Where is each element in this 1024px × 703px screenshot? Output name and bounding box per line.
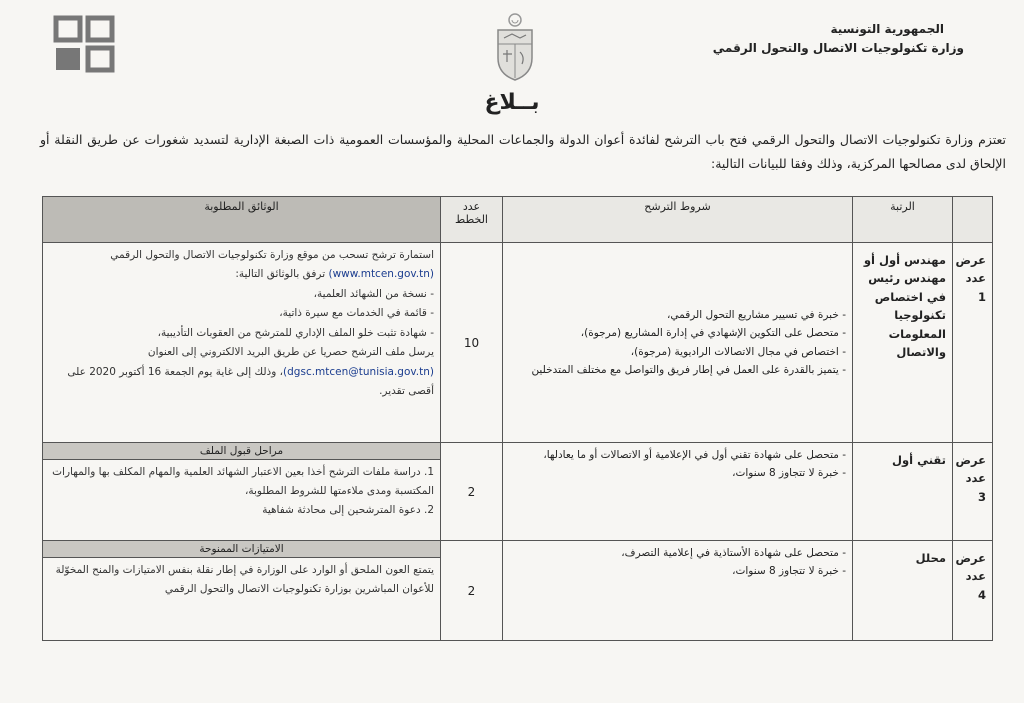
condition-item: - اختصاص في مجال الاتصالات الراديوية (مرجوة)، bbox=[509, 343, 846, 361]
tunisia-coat-of-arms-icon bbox=[492, 12, 538, 82]
table-row bbox=[43, 243, 993, 443]
table-row bbox=[43, 541, 993, 641]
offer-cell: عرض عدد 4 bbox=[953, 541, 993, 641]
stage-step: 2. دعوة المترشحين إلى محادثة شفاهية bbox=[262, 503, 434, 516]
ministry-website-link[interactable]: (www.mtcen.gov.tn) bbox=[328, 268, 434, 281]
stage-step: 1. دراسة ملفات الترشح أخذا بعين الاعتبار الشهائد العلمية والمهام المكلف بها والمهارات المكتسبة ومدى ملاءمتها للشروط المطلوبة، bbox=[52, 466, 434, 497]
intro-paragraph: تعتزم وزارة تكنولوجيات الاتصال والتحول الرقمي فتح باب الترشح لفائدة أعوان الدولة والجماعات المحلية والمؤسسات العمومية ذات الصبغة الإدارية لتسديد شغورات عن طريق النقلة أو الإلحاق لدى مصالحها المركزية، وذلك وفقا للبيانات التالية: bbox=[40, 132, 1006, 171]
rank-cell: محلل bbox=[853, 541, 953, 641]
privileges-text: يتمتع العون الملحق أو الوارد على الوزارة في إطار نقلة بنفس الامتيازات والمنح المخوّلة للأعوان المباشرين بوزارة تكنولوجيات الاتصال والتحول الرقمي bbox=[55, 564, 434, 595]
privileges-title: الامتيازات الممنوحة bbox=[43, 541, 440, 558]
documents-cell bbox=[43, 243, 441, 443]
condition-item: - يتميز بالقدرة على العمل في إطار فريق والتواصل مع مختلف المتدخلين bbox=[509, 361, 846, 379]
documents-intro: استمارة ترشح تسحب من موقع وزارة تكنولوجيات الاتصال والتحول الرقمي bbox=[110, 249, 434, 261]
letterhead bbox=[713, 20, 964, 57]
documents-intro-end: ترفق بالوثائق التالية: bbox=[235, 268, 326, 281]
ministry-name: وزارة تكنولوجيات الاتصال والتحول الرقمي bbox=[712, 40, 964, 55]
table-row bbox=[43, 443, 993, 541]
condition-item: - خبرة لا تتجاوز 8 سنوات، bbox=[509, 464, 846, 482]
rank-cell: مهندس أول أو مهندس رئيس في اختصاص تكنولوجيا المعلومات والاتصال bbox=[853, 243, 953, 443]
condition-item: - خبرة لا تتجاوز 8 سنوات، bbox=[509, 562, 846, 580]
count-cell: 2 bbox=[441, 443, 503, 541]
conditions-cell bbox=[503, 243, 853, 443]
positions-table bbox=[42, 196, 993, 641]
count-cell: 10 bbox=[441, 243, 503, 443]
condition-item: - متحصل على شهادة الأستاذية في إعلامية التصرف، bbox=[509, 544, 846, 562]
condition-item: - خبرة في تسيير مشاريع التحول الرقمي، bbox=[509, 306, 846, 324]
document-item: - قائمة في الخدمات مع سيرة ذاتية، bbox=[49, 304, 434, 323]
page-title: بــلاغ bbox=[484, 90, 540, 115]
header-conditions: شروط الترشح bbox=[503, 197, 853, 243]
document-item: - شهادة تثبت خلو الملف الإداري للمترشح من العقوبات التأديبية، bbox=[49, 324, 434, 343]
rank-cell: تقني أول bbox=[853, 443, 953, 541]
header-rank: الرتبة bbox=[853, 197, 953, 243]
conditions-cell bbox=[503, 541, 853, 641]
offer-cell: عرض عدد 3 bbox=[953, 443, 993, 541]
privileges-cell bbox=[43, 541, 441, 641]
stages-title: مراحل قبول الملف bbox=[43, 443, 440, 460]
header-count: عدد الخطط bbox=[441, 197, 503, 243]
send-instructions: يرسل ملف الترشح حصريا عن طريق البريد الالكتروني إلى العنوان bbox=[147, 346, 434, 359]
header-offer bbox=[953, 197, 993, 243]
stages-cell bbox=[43, 443, 441, 541]
application-email-link[interactable]: (dgsc.mtcen@tunisia.gov.tn) bbox=[283, 365, 434, 378]
conditions-cell bbox=[503, 443, 853, 541]
header-documents: الوثائق المطلوبة bbox=[43, 197, 441, 243]
condition-item: - متحصل على شهادة تقني أول في الإعلامية أو الاتصالات أو ما يعادلها، bbox=[509, 446, 846, 464]
republic-name: الجمهورية التونسية bbox=[830, 22, 944, 36]
document-item: - نسخة من الشهائد العلمية، bbox=[49, 285, 434, 304]
offer-cell: عرض عدد 1 bbox=[953, 243, 993, 443]
table-header-row bbox=[43, 197, 993, 243]
ministry-logo bbox=[52, 12, 116, 76]
condition-item: - متحصل على التكوين الإشهادي في إدارة المشاريع (مرجوة)، bbox=[509, 324, 846, 342]
count-cell: 2 bbox=[441, 541, 503, 641]
deadline-text: ، وذلك إلى غاية يوم الجمعة 16 أكتوبر 2020 على أقصى تقدير. bbox=[67, 365, 434, 397]
